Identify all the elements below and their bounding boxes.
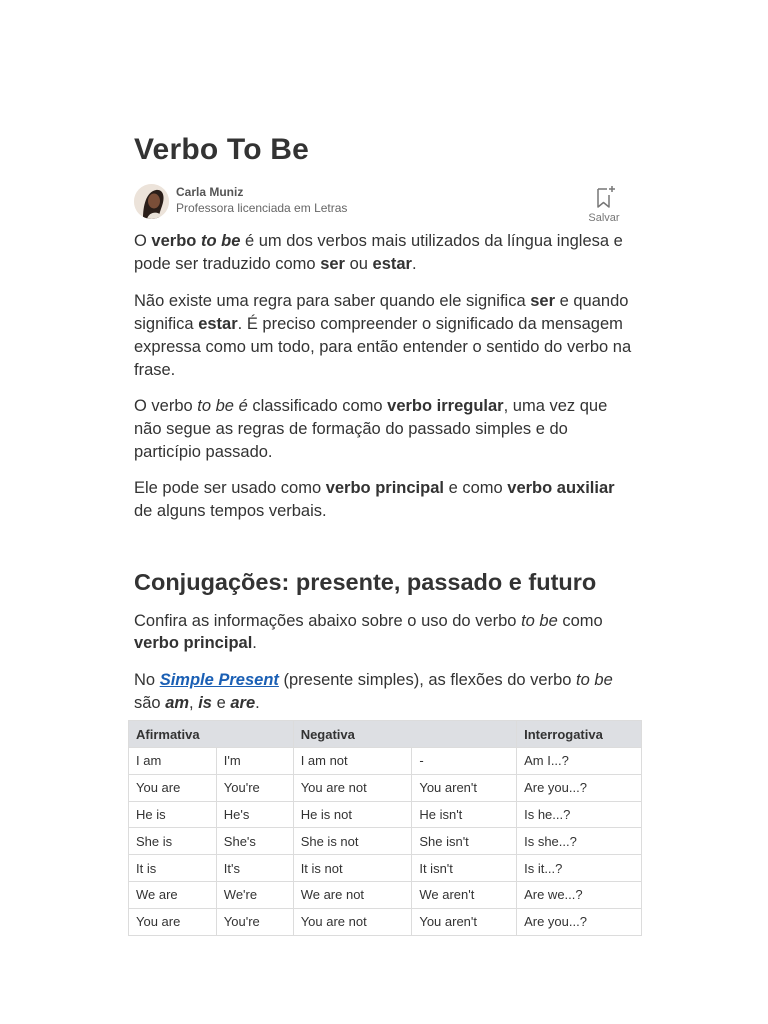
cell-interrogative: Am I...? <box>517 748 642 775</box>
cell-affirmative-full: I am <box>129 748 217 775</box>
cell-interrogative: Are you...? <box>517 908 642 935</box>
header-negative: Negativa <box>293 721 516 748</box>
section-title: Conjugações: presente, passado e futuro <box>134 568 597 595</box>
cell-negative-short: You aren't <box>412 774 517 801</box>
cell-affirmative-short: She's <box>216 828 293 855</box>
table-header-row <box>129 721 642 748</box>
cell-negative-short: She isn't <box>412 828 517 855</box>
cell-affirmative-full: It is <box>129 855 217 882</box>
cell-interrogative: Are you...? <box>517 774 642 801</box>
cell-affirmative-full: You are <box>129 774 217 801</box>
cell-interrogative: Are we...? <box>517 881 642 908</box>
cell-negative-full: She is not <box>293 828 412 855</box>
cell-affirmative-short: I'm <box>216 748 293 775</box>
cell-affirmative-short: We're <box>216 881 293 908</box>
cell-affirmative-short: It's <box>216 855 293 882</box>
cell-affirmative-short: He's <box>216 801 293 828</box>
table-row <box>129 828 642 855</box>
author-avatar[interactable] <box>134 184 169 219</box>
table-row <box>129 881 642 908</box>
table-row <box>129 801 642 828</box>
save-label: Salvar <box>588 212 620 224</box>
simple-present-link[interactable]: Simple Present <box>159 671 279 690</box>
usage-paragraph: Ele pode ser usado como verbo principal e como verbo auxiliar de alguns tempos verbais. <box>134 479 615 521</box>
table-row <box>129 748 642 775</box>
cell-negative-full: You are not <box>293 774 412 801</box>
author-name[interactable]: Carla Muniz <box>176 185 244 199</box>
cell-negative-full: It is not <box>293 855 412 882</box>
conjugation-table <box>128 720 642 936</box>
author-block <box>134 180 636 224</box>
simple-present-paragraph: No Simple Present (presente simples), as flexões do verbo to be são am, is e are. <box>134 671 613 712</box>
cell-negative-short: You aren't <box>412 908 517 935</box>
page-title: Verbo To Be <box>134 133 310 166</box>
table-row <box>129 908 642 935</box>
bookmark-plus-icon <box>592 184 616 210</box>
cell-negative-short: He isn't <box>412 801 517 828</box>
cell-affirmative-full: You are <box>129 908 217 935</box>
meaning-paragraph: Não existe uma regra para saber quando ele significa ser e quando significa estar. É preciso compreender o significado da mensagem expressa como um todo, para então entender o sentido do verbo na frase. <box>134 292 632 379</box>
cell-interrogative: Is he...? <box>517 801 642 828</box>
cell-negative-short: - <box>412 748 517 775</box>
author-role: Professora licenciada em Letras <box>176 201 348 215</box>
section-intro-paragraph: Confira as informações abaixo sobre o uso do verbo to be como verbo principal. <box>134 611 603 653</box>
cell-affirmative-full: She is <box>129 828 217 855</box>
cell-interrogative: Is it...? <box>517 855 642 882</box>
header-interrogative: Interrogativa <box>517 721 642 748</box>
cell-negative-full: You are not <box>293 908 412 935</box>
cell-negative-short: We aren't <box>412 881 517 908</box>
irregular-paragraph: O verbo to be é classificado como verbo irregular, uma vez que não segue as regras de formação do passado simples e do particípio passado. <box>134 397 608 461</box>
save-button[interactable] <box>584 184 624 225</box>
cell-affirmative-short: You're <box>216 774 293 801</box>
cell-affirmative-full: We are <box>129 881 217 908</box>
intro-paragraph: O verbo to be é um dos verbos mais utilizados da língua inglesa e pode ser traduzido como ser ou estar. <box>134 232 623 273</box>
table-row <box>129 855 642 882</box>
cell-negative-full: He is not <box>293 801 412 828</box>
article <box>134 128 636 715</box>
cell-negative-short: It isn't <box>412 855 517 882</box>
cell-affirmative-short: You're <box>216 908 293 935</box>
cell-affirmative-full: He is <box>129 801 217 828</box>
header-affirmative: Afirmativa <box>129 721 294 748</box>
table-row <box>129 774 642 801</box>
cell-negative-full: We are not <box>293 881 412 908</box>
cell-negative-full: I am not <box>293 748 412 775</box>
cell-interrogative: Is she...? <box>517 828 642 855</box>
